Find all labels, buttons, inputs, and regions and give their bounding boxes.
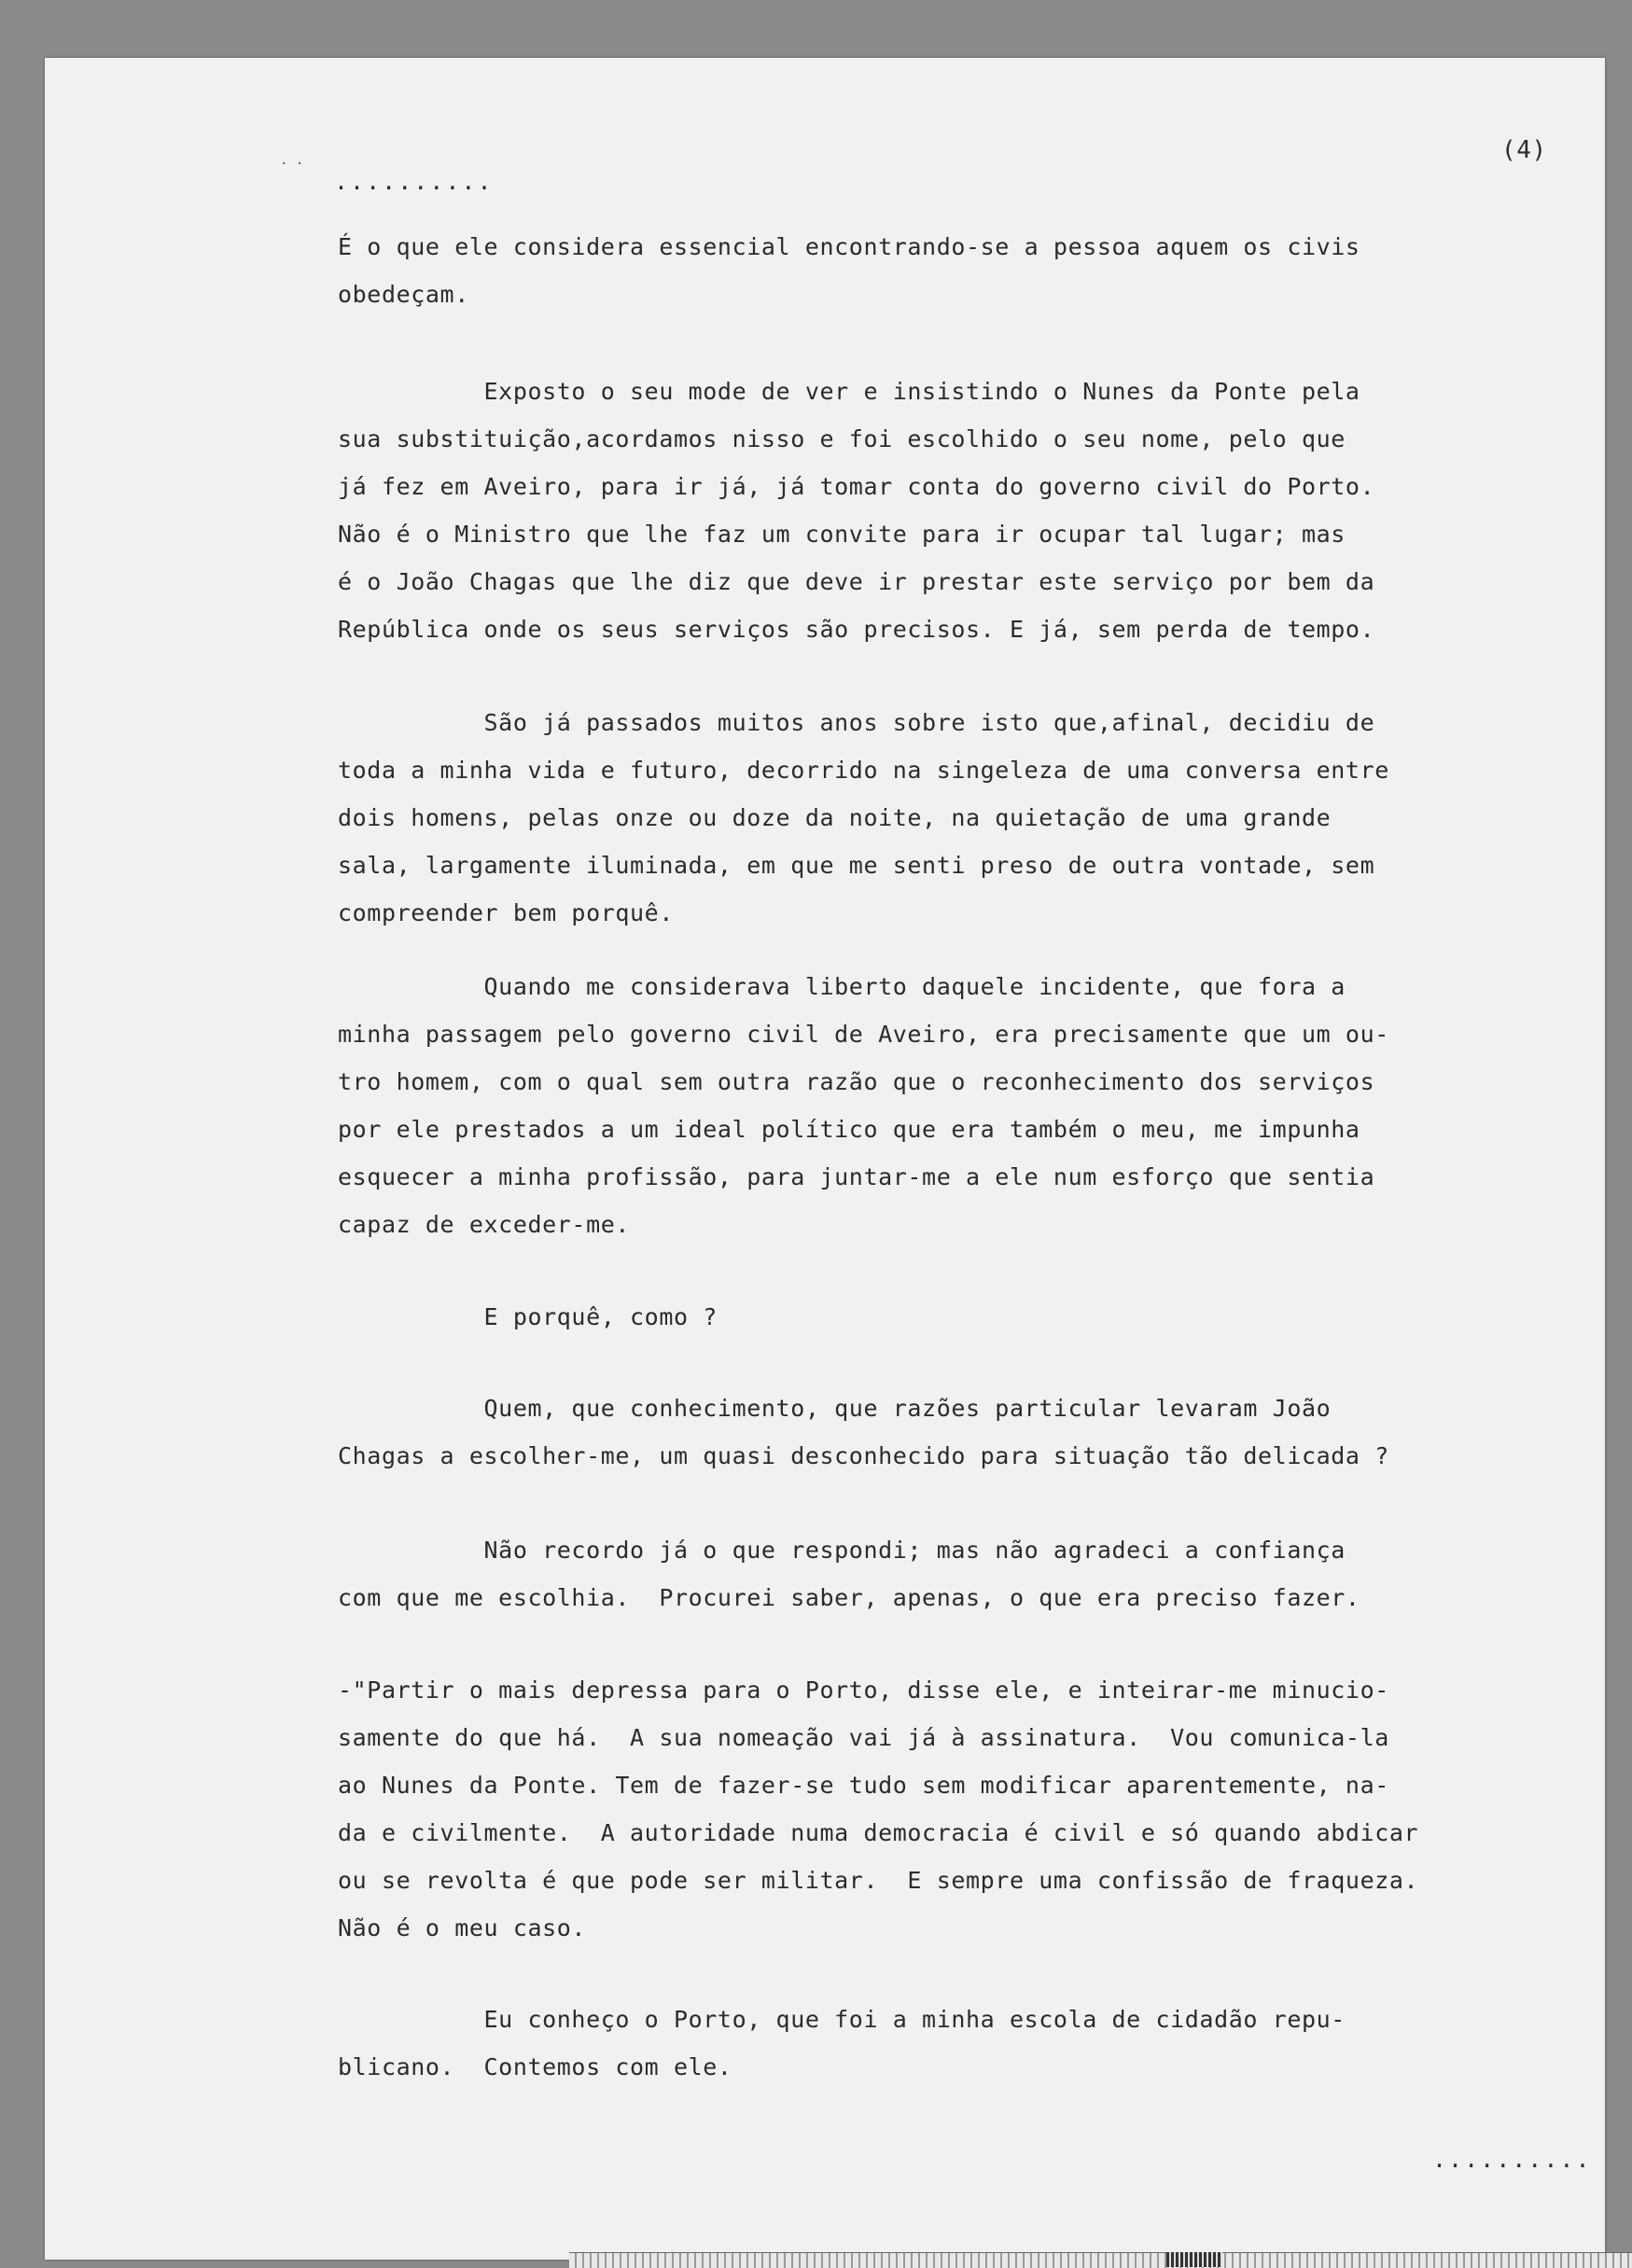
paragraph-3-line: toda a minha vida e futuro, decorrido na singeleza de uma conversa entre — [338, 757, 1389, 784]
paragraph-2-line: Não é o Ministro que lhe faz um convite para ir ocupar tal lugar; mas — [338, 521, 1346, 548]
continuation-dots-bottom: .......... — [1432, 2146, 1592, 2173]
paragraph-6-line: Quem, que conhecimento, que razões particular levaram João — [338, 1395, 1332, 1422]
paragraph-4-line: tro homem, com o qual sem outra razão que o reconhecimento dos serviços — [338, 1068, 1375, 1095]
paragraph-3-line: dois homens, pelas onze ou doze da noite, na quietação de uma grande — [338, 804, 1332, 831]
paragraph-3-line: sala, largamente iluminada, em que me senti preso de outra vontade, sem — [338, 852, 1375, 879]
paragraph-8-line: -"Partir o mais depressa para o Porto, disse ele, e inteirar-me minucio- — [338, 1677, 1389, 1704]
paragraph-2-line: República onde os seus serviços são precisos. E já, sem perda de tempo. — [338, 616, 1375, 643]
paragraph-2-line: é o João Chagas que lhe diz que deve ir prestar este serviço por bem da — [338, 568, 1375, 595]
scan-ruler-marker — [1166, 2252, 1222, 2267]
scan-ruler — [569, 2252, 1632, 2268]
paragraph-4-line: por ele prestados a um ideal político que era também o meu, me impunha — [338, 1116, 1360, 1143]
paragraph-2-line: sua substituição,acordamos nisso e foi escolhido o seu nome, pelo que — [338, 425, 1346, 452]
scan-specks: · · — [280, 157, 304, 172]
paragraph-4-line: minha passagem pelo governo civil de Aveiro, era precisamente que um ou- — [338, 1021, 1389, 1048]
paragraph-2-line: Exposto o seu mode de ver e insistindo o Nunes da Ponte pela — [338, 378, 1360, 405]
paragraph-8-line: da e civilmente. A autoridade numa democracia é civil e só quando abdicar — [338, 1819, 1419, 1846]
paragraph-4-line: Quando me considerava liberto daquele incidente, que fora a — [338, 973, 1346, 1000]
paragraph-1-line: É o que ele considera essencial encontrando-se a pessoa aquem os civis — [338, 233, 1360, 260]
paragraph-1-line: obedeçam. — [338, 281, 469, 308]
paragraph-2-line: já fez em Aveiro, para ir já, já tomar conta do governo civil do Porto. — [338, 473, 1375, 500]
paragraph-6-line: Chagas a escolher-me, um quasi desconhecido para situação tão delicada ? — [338, 1442, 1389, 1469]
continuation-dots-top: .......... — [334, 168, 494, 195]
paragraph-7-line: Não recordo já o que respondi; mas não agradeci a confiança — [338, 1537, 1346, 1564]
paragraph-4-line: capaz de exceder-me. — [338, 1211, 631, 1238]
page-number: (4) — [1501, 136, 1547, 164]
paragraph-5-line: E porquê, como ? — [338, 1303, 718, 1330]
paragraph-8-line: Não é o meu caso. — [338, 1914, 587, 1941]
paragraph-7-line: com que me escolhia. Procurei saber, apenas, o que era preciso fazer. — [338, 1584, 1360, 1611]
paragraph-8-line: samente do que há. A sua nomeação vai já à assinatura. Vou comunica-la — [338, 1724, 1389, 1751]
paragraph-4-line: esquecer a minha profissão, para juntar-me a ele num esforço que sentia — [338, 1163, 1375, 1190]
paragraph-8-line: ou se revolta é que pode ser militar. E sempre uma confissão de fraqueza. — [338, 1867, 1419, 1894]
paragraph-9-line: blicano. Contemos com ele. — [338, 2053, 732, 2080]
paragraph-3-line: compreender bem porquê. — [338, 899, 674, 926]
paragraph-3-line: São já passados muitos anos sobre isto que,afinal, decidiu de — [338, 709, 1375, 736]
paragraph-8-line: ao Nunes da Ponte. Tem de fazer-se tudo sem modificar aparentemente, na- — [338, 1772, 1389, 1799]
paragraph-9-line: Eu conheço o Porto, que foi a minha escola de cidadão repu- — [338, 2006, 1346, 2033]
